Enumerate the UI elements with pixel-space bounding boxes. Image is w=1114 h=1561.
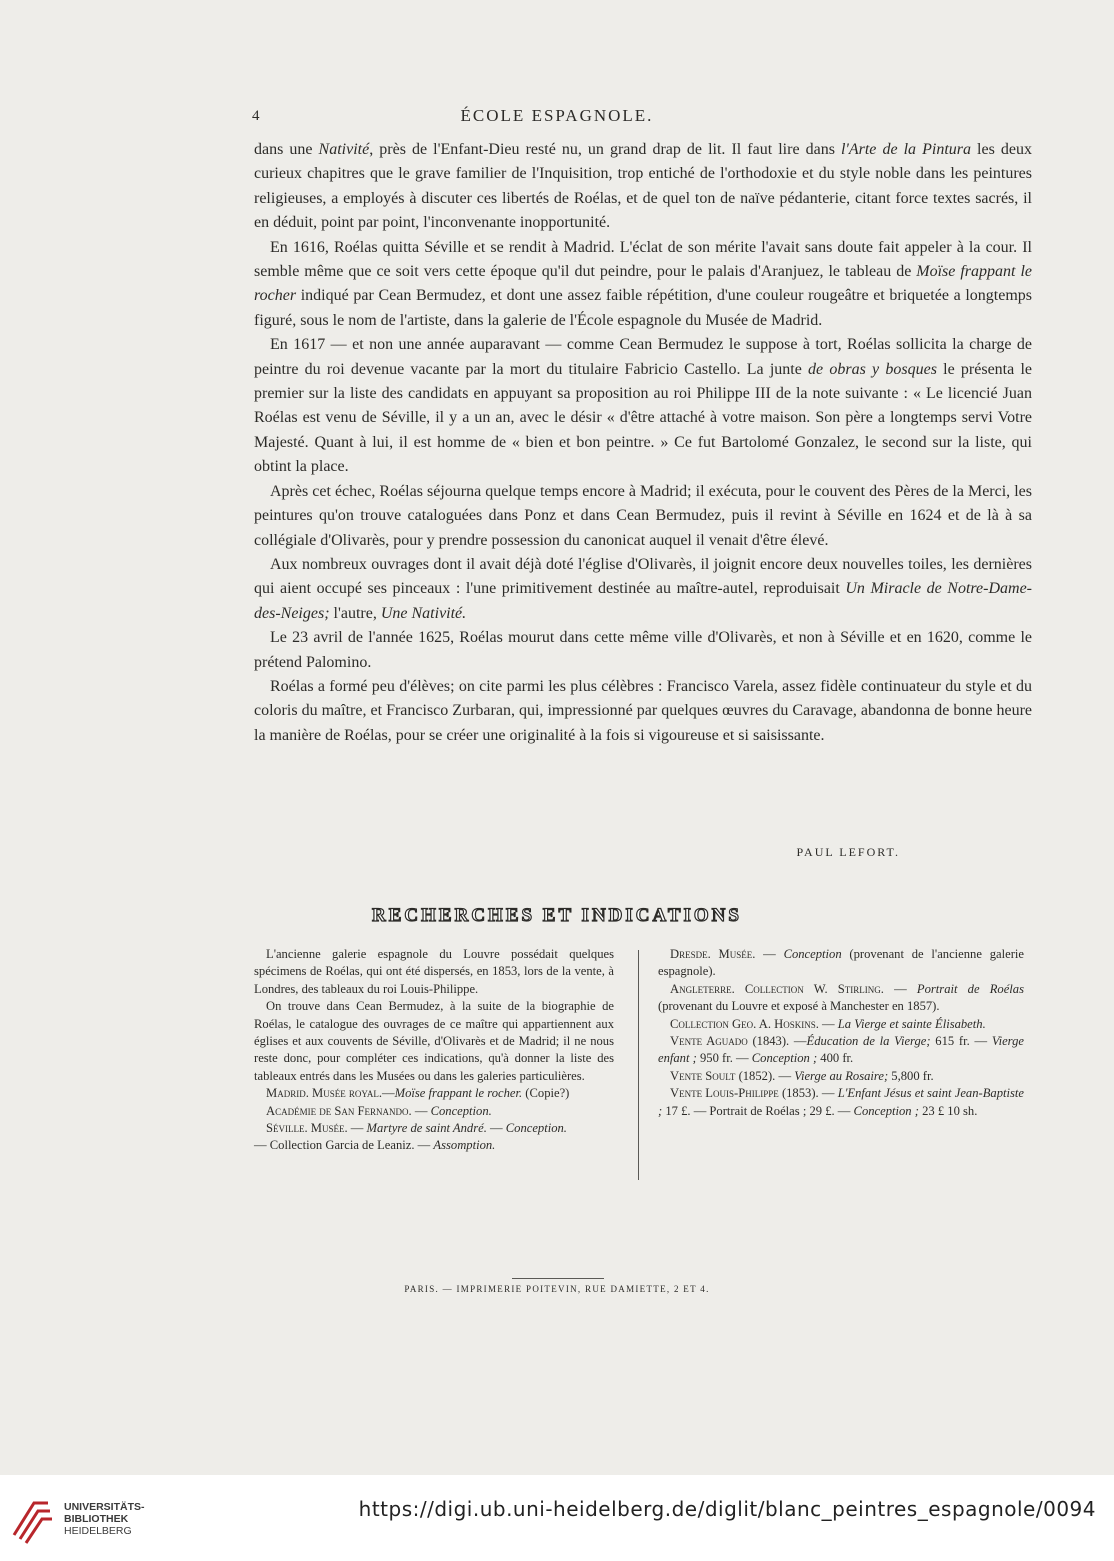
paragraph-1 bbox=[254, 138, 1032, 236]
italic-run: l'Arte de la Pintura bbox=[840, 141, 971, 158]
text-run: (1843). — bbox=[747, 1034, 807, 1049]
paragraph-3 bbox=[254, 333, 1032, 479]
text-run: (1853). — bbox=[778, 1086, 838, 1101]
entry-label: Madrid. Musée royal. bbox=[266, 1086, 382, 1101]
work-title: Portrait de Roélas bbox=[916, 981, 1025, 996]
entry-garcia bbox=[254, 1137, 614, 1154]
text-run: les deux curieux chapitres que le grave familier de l'Inquisition, trop entiché de l'orthodoxie et du style noble dans les peintures religieuses, a employés à discuter ces libertés de Roélas, et de quel ton de naïve pédanterie, citant force textes sacrés, il en déduit, point par point, l'inconvenante inopportunité. bbox=[254, 141, 1032, 232]
left-column bbox=[254, 946, 614, 1155]
left-paragraph-1: L'ancienne galerie espagnole du Louvre possédait quelques spécimens de Roélas, qui ont été dispersés, en 1853, lors de la vente, à Londres, des tableaux du roi Louis-Philippe. bbox=[254, 947, 614, 996]
entry-madrid bbox=[254, 1085, 614, 1102]
page-number: 4 bbox=[252, 108, 260, 124]
right-column bbox=[658, 946, 1024, 1120]
italic-run: Moïse frappant le rocher bbox=[254, 263, 1033, 305]
text-run: — Collection Garcia de Leaniz. — bbox=[254, 1138, 434, 1153]
text-run: indiqué par Cean Bermudez, et dont une assez faible répétition, d'une couleur rougeâtre et briquetée a longtemps figuré, sous le nom de l'artiste, dans la galerie de l'École espagnole du Musée de Madrid. bbox=[254, 287, 1032, 329]
work-title: La Vierge et sainte Élisabeth. bbox=[837, 1016, 986, 1031]
paragraph-5 bbox=[254, 553, 1032, 626]
text-run: le présenta le premier sur la liste des candidats en appuyant sa proposition au roi Philippe III de la note suivante : « Le licencié Juan Roélas est venu de Séville, il y a un an, avec le désir « d'être attaché à votre maison. Son père a longtemps servi Votre Majesté. Quant à lui, il est homme de « bien et bon peintre. » Ce fut Bartolomé Gonzalez, le second sur la liste, qui obtint la place. bbox=[254, 360, 1033, 476]
text-run: Aux nombreux ouvrages dont il avait déjà doté l'église d'Olivarès, il joignit encore deux nouvelles toiles, les dernières qui aient occupé ses pinceaux : l'une primitivement destinée au maître-autel, reproduisait bbox=[254, 555, 1032, 598]
library-name-line: BIBLIOTHEK bbox=[64, 1513, 129, 1525]
text-run: 950 fr. — bbox=[696, 1051, 752, 1066]
imprint-rule bbox=[512, 1278, 604, 1279]
text-run: , près de l'Enfant-Dieu resté nu, un grand drap de lit. Il faut lire dans bbox=[369, 141, 841, 158]
library-name[interactable] bbox=[64, 1501, 145, 1537]
work-title: Assomption. bbox=[433, 1138, 496, 1153]
work-title: Éducation de la Vierge; bbox=[806, 1034, 931, 1049]
text-run: 17 £. — Portrait de Roélas ; 29 £. — bbox=[662, 1103, 854, 1118]
text-run: 23 £ 10 sh. bbox=[918, 1103, 978, 1118]
text-run: 400 fr. bbox=[817, 1051, 854, 1066]
italic-run: de obras y bosques bbox=[808, 360, 937, 378]
section-title: RECHERCHES ET INDICATIONS bbox=[372, 905, 742, 926]
text-run: — bbox=[347, 1121, 367, 1136]
text-run: 615 fr. — bbox=[930, 1034, 992, 1049]
entry-label: Académie de San Fernando. bbox=[266, 1103, 412, 1118]
main-text bbox=[254, 138, 1032, 748]
paragraph-2 bbox=[254, 236, 1032, 334]
entry-label: Vente Louis-Philippe bbox=[670, 1086, 779, 1101]
entry-soult bbox=[658, 1068, 1024, 1085]
text-run: (provenant du Louvre et exposé à Manchester en 1857). bbox=[658, 999, 940, 1014]
italic-run: Nativité bbox=[318, 141, 370, 158]
running-title: ÉCOLE ESPAGNOLE. bbox=[460, 106, 654, 125]
work-title: Conception. bbox=[430, 1103, 492, 1118]
text-run: — bbox=[486, 1121, 506, 1136]
author-signature: PAUL LEFORT. bbox=[796, 845, 900, 859]
work-title: Moïse frappant le rocher. bbox=[394, 1086, 523, 1101]
work-title: Conception. bbox=[505, 1121, 567, 1136]
column-divider bbox=[638, 950, 639, 1180]
text-run: (1852). — bbox=[735, 1068, 795, 1083]
permalink-url[interactable]: https://digi.ub.uni-heidelberg.de/diglit/blanc_peintres_espagnole/0094 bbox=[358, 1497, 1096, 1521]
entry-label: Vente Soult bbox=[670, 1068, 736, 1083]
text-run: En 1616, Roélas quitta Séville et se rendit à Madrid. L'éclat de son mérite l'avait sans doute fait appeler à la cour. Il semble même que ce soit vers cette époque qu'il dut peindre, pour le palais d'Aranjuez, le tableau de bbox=[254, 238, 1032, 281]
paragraph-4: Après cet échec, Roélas séjourna quelque temps encore à Madrid; il exécuta, pour le couvent des Pères de la Merci, les peintures qu'on trouve cataloguées dans Ponz et dans Cean Bermudez, puis il revint à Séville en 1624 et de là à sa collégiale d'Olivarès, pour y prendre possession du canonicat auquel il venait d'être élevé. bbox=[254, 482, 1032, 549]
entry-aguado bbox=[658, 1033, 1024, 1068]
library-name-line: HEIDELBERG bbox=[64, 1525, 132, 1537]
entry-label: Vente Aguado bbox=[670, 1034, 748, 1049]
text-run: l'autre, bbox=[329, 604, 381, 622]
paragraph-6: Le 23 avril de l'année 1625, Roélas mourut dans cette même ville d'Olivarès, et non à Séville et en 1620, comme le prétend Palomino. bbox=[254, 629, 1032, 671]
work-title: Conception ; bbox=[751, 1051, 818, 1066]
text-run: En 1617 — et non une année auparavant — comme Cean Bermudez le suppose à tort, Roélas sollicita la charge de peintre du roi devenue vacante par la mort du titulaire Fabricio Castello. La junte bbox=[254, 336, 1032, 378]
work-title: Conception bbox=[783, 947, 842, 961]
text-run: — bbox=[818, 1016, 838, 1031]
work-title: Martyre de saint André. bbox=[366, 1121, 487, 1136]
text-run: dans une bbox=[254, 141, 319, 158]
text-run: 5,800 fr. bbox=[888, 1068, 934, 1083]
work-title: L'Enfant Jésus et saint Jean-Baptiste ; bbox=[658, 1086, 1024, 1118]
text-run: (Copie?) bbox=[522, 1086, 570, 1101]
entry-label: Séville. Musée. bbox=[266, 1121, 348, 1136]
italic-run: Une Nativité. bbox=[380, 604, 467, 622]
text-run: — bbox=[382, 1086, 395, 1101]
work-title: Vierge au Rosaire; bbox=[794, 1068, 889, 1083]
viewer-footer bbox=[0, 1475, 1114, 1561]
entry-label: Angleterre. Collection W. Stirling. bbox=[670, 981, 884, 996]
entry-angleterre bbox=[658, 981, 1024, 1016]
text-run: (provenant de l'ancienne galerie espagnole). bbox=[658, 947, 1024, 979]
work-title: Conception ; bbox=[853, 1103, 919, 1118]
entry-academie bbox=[254, 1103, 614, 1120]
library-logo-icon[interactable] bbox=[8, 1495, 56, 1545]
entry-louis-philippe bbox=[658, 1085, 1024, 1120]
library-name-line: UNIVERSITÄTS- bbox=[64, 1501, 145, 1513]
printer-imprint: PARIS. — IMPRIMERIE POITEVIN, RUE DAMIETTE, 2 ET 4. bbox=[404, 1284, 710, 1294]
entry-hoskins bbox=[658, 1016, 1024, 1033]
text-run: — bbox=[755, 947, 784, 961]
entry-seville bbox=[254, 1120, 614, 1137]
text-run: — bbox=[883, 981, 917, 996]
left-paragraph-2: On trouve dans Cean Bermudez, à la suite de la biographie de Roélas, le catalogue des ouvrages de ce maître qui appartiennent aux églises et aux couvents de Séville, d'Olivarès et de Madrid; il ne nous reste donc, pour compléter ces indications, qu'à donner la liste des tableaux entrés dans les Musées ou dans les galeries particulières. bbox=[254, 999, 614, 1083]
entry-dresde bbox=[658, 946, 1024, 981]
entry-label: Collection Geo. A. Hoskins. bbox=[670, 1016, 819, 1031]
entry-label: Dresde. Musée. bbox=[670, 947, 756, 961]
paragraph-7: Roélas a formé peu d'élèves; on cite parmi les plus célèbres : Francisco Varela, assez fidèle continuateur du style et du coloris du maître, et Francisco Zurbaran, qui, impressionné par quelques œuvres du Caravage, abandonna de bonne heure la manière de Roélas, pour se créer une originalité à la fois si vigoureuse et si saisissante. bbox=[254, 677, 1032, 744]
work-title: Vierge enfant ; bbox=[658, 1034, 1024, 1066]
text-run: — bbox=[411, 1103, 431, 1118]
italic-run: Un Miracle de Notre-Dame-des-Neiges; bbox=[254, 580, 1032, 622]
